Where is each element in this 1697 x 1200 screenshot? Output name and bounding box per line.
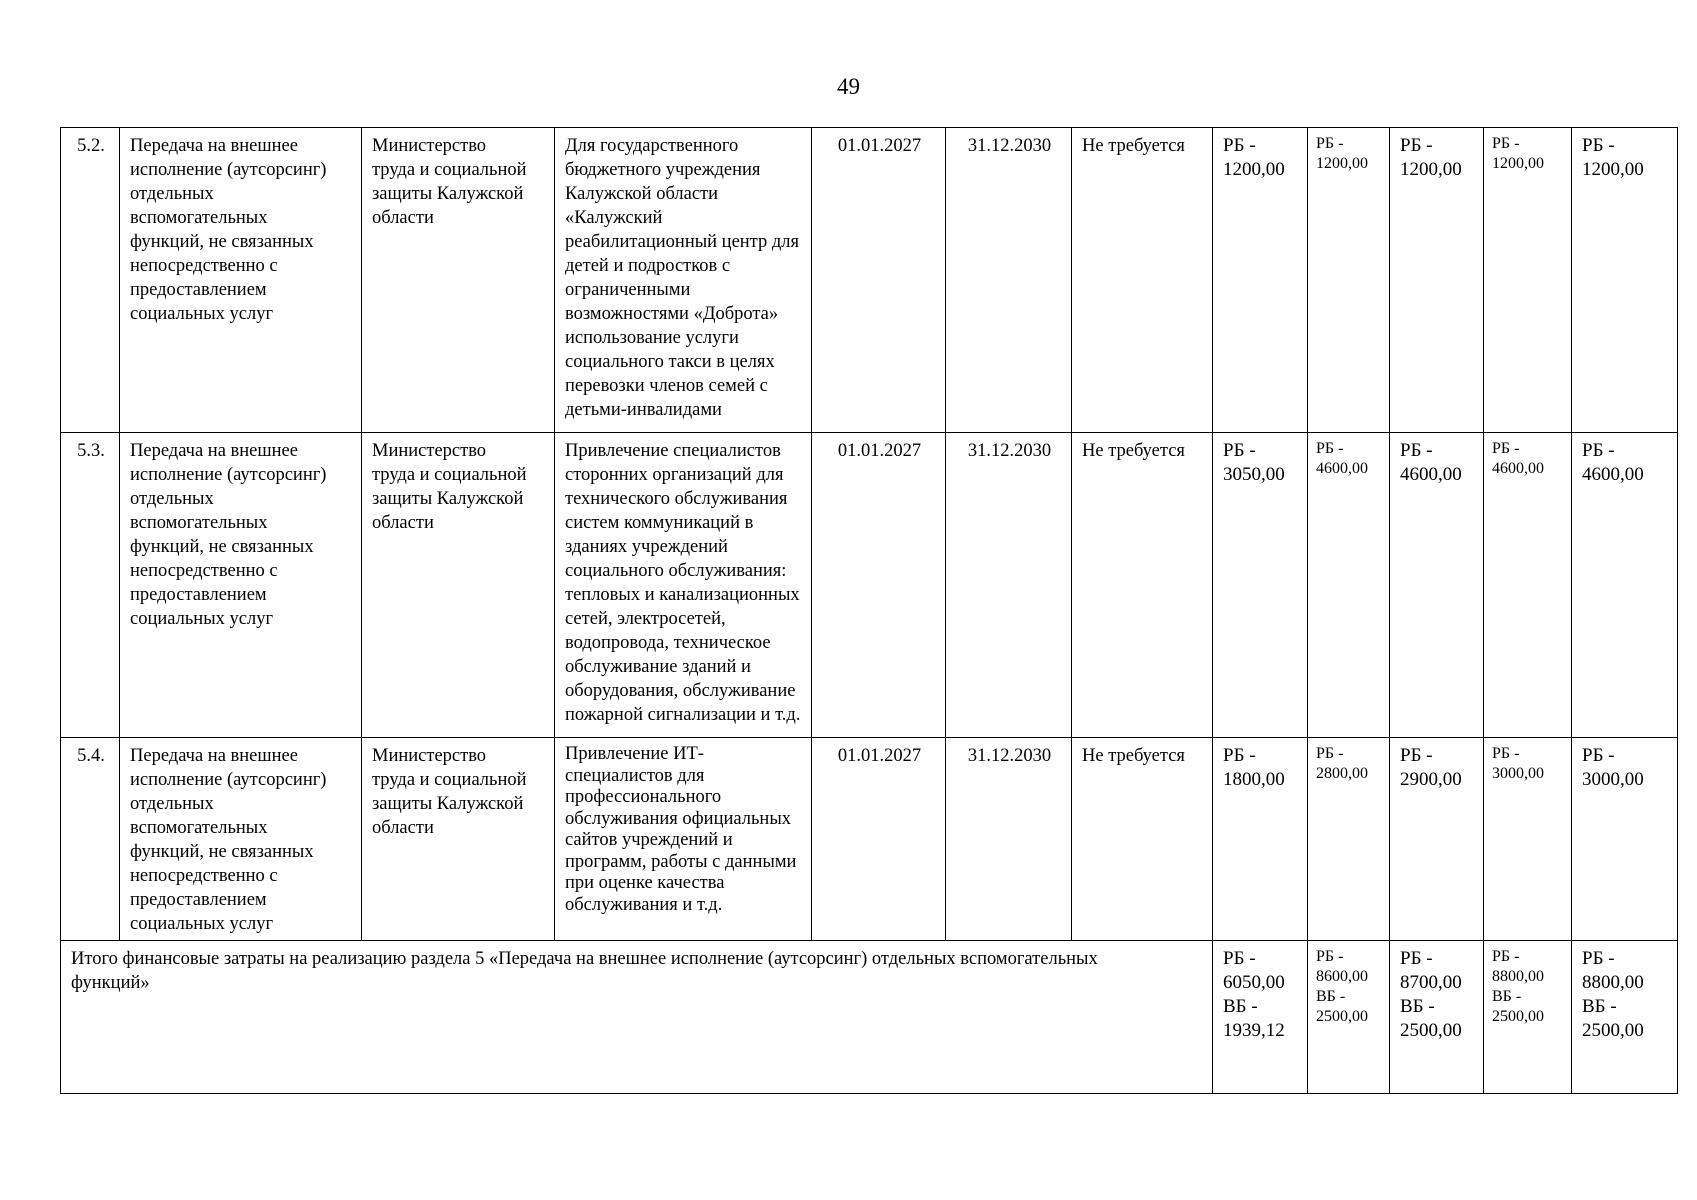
- page-number: 49: [837, 74, 860, 99]
- measure-description-line: возможностями «Доброта»: [565, 304, 779, 324]
- table-row: [61, 738, 1678, 941]
- measure-title-line: предоставлением: [130, 890, 267, 910]
- total-funding-year-3-line: ВБ -: [1400, 996, 1435, 1017]
- measure-description-line: программ, работы с данными: [565, 851, 797, 872]
- measure-title-line: функций, не связанных: [130, 842, 314, 862]
- table-row: [61, 433, 1678, 738]
- table-row: [61, 128, 1678, 433]
- measure-title: [120, 433, 362, 738]
- funding-year-2-line: РБ -: [1316, 135, 1344, 152]
- measure-title-line: социальных услуг: [130, 304, 274, 324]
- measure-description-line: технического обслуживания: [565, 489, 788, 509]
- funding-year-4: [1484, 128, 1572, 433]
- measure-title: [120, 738, 362, 941]
- total-funding-year-1-line: 1939,12: [1223, 1020, 1285, 1041]
- measure-title-line: непосредственно с: [130, 866, 278, 886]
- funding-year-2-line: 1200,00: [1316, 155, 1368, 172]
- total-funding-year-3-line: 2500,00: [1400, 1020, 1462, 1041]
- measure-title-line: предоставлением: [130, 280, 267, 300]
- funding-year-5-line: РБ -: [1582, 440, 1615, 461]
- total-funding-year-2: [1308, 941, 1390, 1094]
- row-number: 5.2.: [61, 128, 120, 433]
- measure-description-line: обслуживания официальных: [565, 808, 791, 829]
- funding-year-1-line: 1800,00: [1223, 769, 1285, 790]
- end-date: 31.12.2030: [946, 433, 1072, 738]
- total-funding-year-4: [1484, 941, 1572, 1094]
- total-funding-year-4-line: ВБ -: [1492, 988, 1522, 1005]
- total-label-line: функций»: [71, 973, 150, 993]
- measure-title: [120, 128, 362, 433]
- total-funding-year-2-line: РБ -: [1316, 948, 1344, 965]
- funding-year-3-line: РБ -: [1400, 440, 1433, 461]
- measure-title-line: Передача на внешнее: [130, 441, 298, 461]
- measure-description-line: перевозки членов семей с: [565, 376, 768, 396]
- responsible-executor-line: труда и социальной: [372, 160, 527, 180]
- funding-year-3: [1390, 128, 1484, 433]
- funding-year-2-line: РБ -: [1316, 440, 1344, 457]
- responsible-executor-line: Министерство: [372, 136, 487, 156]
- measure-title-line: Передача на внешнее: [130, 136, 298, 156]
- total-funding-year-4-line: РБ -: [1492, 948, 1520, 965]
- measure-description-line: сайтов учреждений и: [565, 830, 733, 850]
- measure-description-line: Калужской области: [565, 184, 719, 204]
- funding-year-3: [1390, 738, 1484, 941]
- responsible-executor-line: Министерство: [372, 746, 487, 766]
- funding-year-1-line: 1200,00: [1223, 159, 1285, 180]
- funding-year-3-line: 1200,00: [1400, 159, 1462, 180]
- dependency: Не требуется: [1072, 433, 1213, 738]
- funding-year-1: [1213, 433, 1308, 738]
- funding-year-3-line: РБ -: [1400, 135, 1433, 156]
- total-row: [61, 941, 1678, 1094]
- start-date: 01.01.2027: [812, 433, 946, 738]
- responsible-executor: [362, 128, 555, 433]
- funding-year-5-line: РБ -: [1582, 745, 1615, 766]
- measure-title-line: отдельных: [130, 184, 214, 204]
- measure-title-line: исполнение (аутсорсинг): [130, 160, 327, 180]
- measure-description-line: систем коммуникаций в: [565, 513, 754, 533]
- measure-description-line: специалистов для: [565, 765, 705, 786]
- responsible-executor-line: области: [372, 513, 434, 533]
- measure-description-line: сторонних организаций для: [565, 465, 784, 485]
- measure-description-line: реабилитационный центр для: [565, 232, 800, 252]
- funding-year-1-line: РБ -: [1223, 440, 1256, 461]
- total-label-line: Итого финансовые затраты на реализацию раздела 5 «Передача на внешнее исполнение (аутсорсинг) отдельных вспомогательных: [71, 949, 1098, 969]
- dependency: Не требуется: [1072, 128, 1213, 433]
- measure-title-line: функций, не связанных: [130, 537, 314, 557]
- measure-description-line: обслуживание зданий и: [565, 657, 751, 677]
- total-funding-year-5-line: ВБ -: [1582, 996, 1617, 1017]
- funding-year-1-line: РБ -: [1223, 135, 1256, 156]
- end-date: 31.12.2030: [946, 738, 1072, 941]
- measure-description-line: «Калужский: [565, 208, 663, 228]
- funding-year-5: [1572, 128, 1678, 433]
- responsible-executor-line: защиты Калужской: [372, 184, 524, 204]
- funding-year-3-line: 2900,00: [1400, 769, 1462, 790]
- measures-table: [60, 127, 1678, 1094]
- total-funding-year-5-line: 8800,00: [1582, 972, 1644, 993]
- funding-year-3-line: РБ -: [1400, 745, 1433, 766]
- responsible-executor-line: труда и социальной: [372, 465, 527, 485]
- dependency: Не требуется: [1072, 738, 1213, 941]
- measure-description-line: оборудования, обслуживание: [565, 681, 796, 701]
- total-funding-year-4-line: 8800,00: [1492, 968, 1544, 985]
- measure-title-line: исполнение (аутсорсинг): [130, 465, 327, 485]
- measure-title-line: социальных услуг: [130, 609, 274, 629]
- funding-year-4-line: 4600,00: [1492, 460, 1544, 477]
- measure-description: [555, 433, 812, 738]
- funding-year-4-line: РБ -: [1492, 440, 1520, 457]
- measure-description-line: пожарной сигнализации и т.д.: [565, 705, 801, 725]
- measure-description-line: обслуживания и т.д.: [565, 894, 723, 915]
- total-funding-year-4-line: 2500,00: [1492, 1008, 1544, 1025]
- measure-title-line: социальных услуг: [130, 914, 274, 934]
- total-label: [61, 941, 1213, 1094]
- funding-year-2: [1308, 738, 1390, 941]
- measure-description-line: детьми-инвалидами: [565, 400, 722, 420]
- measure-title-line: функций, не связанных: [130, 232, 314, 252]
- total-funding-year-5-line: 2500,00: [1582, 1020, 1644, 1041]
- measure-description-line: сетей, электросетей,: [565, 609, 726, 629]
- measure-description-line: ограниченными: [565, 280, 691, 300]
- measure-title-line: вспомогательных: [130, 818, 268, 838]
- responsible-executor-line: области: [372, 818, 434, 838]
- responsible-executor-line: защиты Калужской: [372, 489, 524, 509]
- funding-year-1-line: 3050,00: [1223, 464, 1285, 485]
- measure-title-line: исполнение (аутсорсинг): [130, 770, 327, 790]
- responsible-executor-line: области: [372, 208, 434, 228]
- funding-year-4-line: 1200,00: [1492, 155, 1544, 172]
- responsible-executor: [362, 738, 555, 941]
- measure-description-line: Привлечение специалистов: [565, 441, 781, 461]
- total-funding-year-1: [1213, 941, 1308, 1094]
- funding-year-5: [1572, 738, 1678, 941]
- measure-title-line: непосредственно с: [130, 561, 278, 581]
- table-body: [61, 128, 1678, 1094]
- measure-description-line: социального обслуживания:: [565, 561, 787, 581]
- measure-description-line: тепловых и канализационных: [565, 585, 800, 605]
- measure-description: [555, 128, 812, 433]
- funding-year-1-line: РБ -: [1223, 745, 1256, 766]
- funding-year-3: [1390, 433, 1484, 738]
- measure-description-line: профессионального: [565, 787, 722, 807]
- measure-description-line: использование услуги: [565, 328, 739, 348]
- funding-year-2: [1308, 433, 1390, 738]
- row-number: 5.3.: [61, 433, 120, 738]
- row-number: 5.4.: [61, 738, 120, 941]
- measure-description-line: зданиях учреждений: [565, 537, 728, 557]
- funding-year-1: [1213, 128, 1308, 433]
- measure-description-line: Для государственного: [565, 136, 739, 156]
- total-funding-year-2-line: ВБ -: [1316, 988, 1346, 1005]
- funding-year-2-line: 2800,00: [1316, 765, 1368, 782]
- measure-description-line: при оценке качества: [565, 873, 725, 893]
- responsible-executor-line: труда и социальной: [372, 770, 527, 790]
- funding-year-5-line: 3000,00: [1582, 769, 1644, 790]
- funding-year-5: [1572, 433, 1678, 738]
- funding-year-4: [1484, 738, 1572, 941]
- total-funding-year-5: [1572, 941, 1678, 1094]
- measure-title-line: вспомогательных: [130, 208, 268, 228]
- total-funding-year-5-line: РБ -: [1582, 948, 1615, 969]
- funding-year-2-line: РБ -: [1316, 745, 1344, 762]
- measure-description: [555, 738, 812, 941]
- funding-year-3-line: 4600,00: [1400, 464, 1462, 485]
- measure-title-line: вспомогательных: [130, 513, 268, 533]
- total-funding-year-2-line: 2500,00: [1316, 1008, 1368, 1025]
- total-funding-year-2-line: 8600,00: [1316, 968, 1368, 985]
- responsible-executor: [362, 433, 555, 738]
- funding-year-5-line: 4600,00: [1582, 464, 1644, 485]
- measure-description-line: Привлечение ИТ-: [565, 744, 704, 764]
- responsible-executor-line: Министерство: [372, 441, 487, 461]
- total-funding-year-1-line: ВБ -: [1223, 996, 1258, 1017]
- measure-description-line: детей и подростков с: [565, 256, 731, 276]
- total-funding-year-1-line: 6050,00: [1223, 972, 1285, 993]
- measure-title-line: предоставлением: [130, 585, 267, 605]
- funding-year-4: [1484, 433, 1572, 738]
- funding-year-1: [1213, 738, 1308, 941]
- total-funding-year-1-line: РБ -: [1223, 948, 1256, 969]
- start-date: 01.01.2027: [812, 128, 946, 433]
- measure-title-line: непосредственно с: [130, 256, 278, 276]
- total-funding-year-3-line: РБ -: [1400, 948, 1433, 969]
- funding-year-4-line: РБ -: [1492, 135, 1520, 152]
- funding-year-5-line: РБ -: [1582, 135, 1615, 156]
- funding-year-2: [1308, 128, 1390, 433]
- funding-year-4-line: РБ -: [1492, 745, 1520, 762]
- measure-description-line: социального такси в целях: [565, 352, 775, 372]
- end-date: 31.12.2030: [946, 128, 1072, 433]
- measure-title-line: Передача на внешнее: [130, 746, 298, 766]
- funding-year-2-line: 4600,00: [1316, 460, 1368, 477]
- measure-description-line: водопровода, техническое: [565, 633, 771, 653]
- total-funding-year-3-line: 8700,00: [1400, 972, 1462, 993]
- funding-year-4-line: 3000,00: [1492, 765, 1544, 782]
- responsible-executor-line: защиты Калужской: [372, 794, 524, 814]
- funding-year-5-line: 1200,00: [1582, 159, 1644, 180]
- measure-title-line: отдельных: [130, 489, 214, 509]
- measure-title-line: отдельных: [130, 794, 214, 814]
- measure-description-line: бюджетного учреждения: [565, 160, 761, 180]
- start-date: 01.01.2027: [812, 738, 946, 941]
- total-funding-year-3: [1390, 941, 1484, 1094]
